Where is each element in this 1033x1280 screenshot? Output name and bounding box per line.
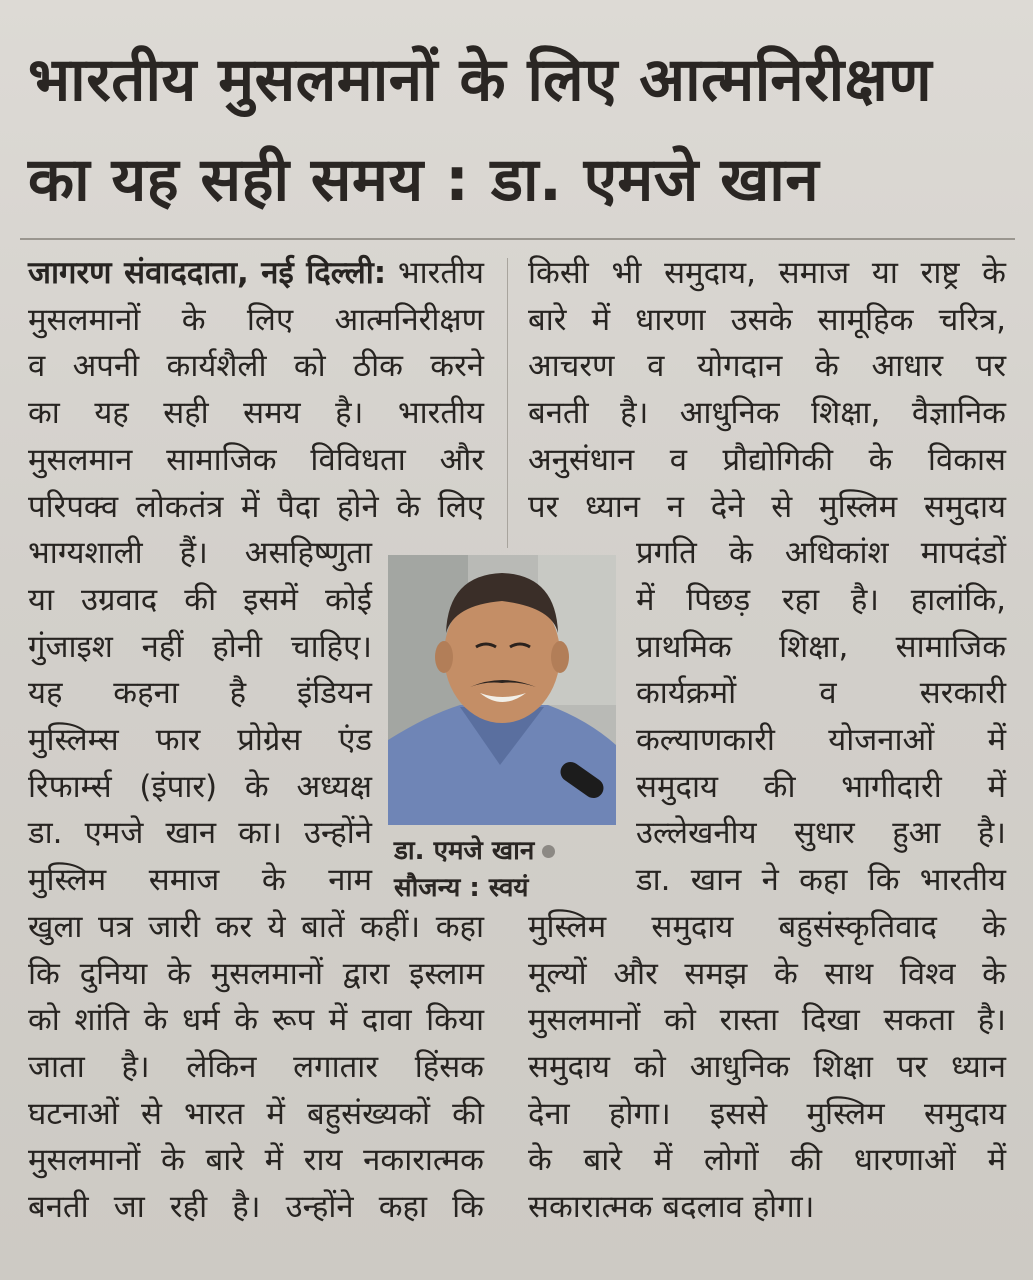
- headline-line-1: भारतीय मुसलमानों के लिए आत्मनिरीक्षण: [28, 45, 933, 115]
- article-line: मुसलमानों को रास्ता दिखा सकता है।: [528, 1002, 1006, 1038]
- article-line: डा. खान ने कहा कि भारतीय: [636, 862, 1006, 898]
- article-line: कि दुनिया के मुसलमानों द्वारा इस्लाम: [28, 956, 484, 992]
- article-line: घटनाओं से भारत में बहुसंख्यकों की: [28, 1096, 484, 1132]
- article-line: कार्यक्रमों व सरकारी: [636, 675, 1006, 711]
- article-line: जाता है। लेकिन लगातार हिंसक: [28, 1049, 484, 1085]
- article-line: बनती जा रही है। उन्होंने कहा कि: [28, 1189, 484, 1225]
- article-line: कल्याणकारी योजनाओं में: [636, 722, 1006, 758]
- article-line: भाग्यशाली हैं। असहिष्णुता: [28, 535, 372, 571]
- article-line: प्राथमिक शिक्षा, सामाजिक: [636, 629, 1006, 665]
- article-line: देना होगा। इससे मुस्लिम समुदाय: [528, 1096, 1006, 1132]
- article-line: डा. एमजे खान का। उन्होंने: [28, 815, 372, 851]
- article-line: सकारात्मक बदलाव होगा।: [528, 1189, 815, 1225]
- article-line: परिपक्व लोकतंत्र में पैदा होने के लिए: [28, 489, 484, 525]
- article-line: के बारे में लोगों की धारणाओं में: [528, 1142, 1006, 1178]
- article-line: मुसलमानों के लिए आत्मनिरीक्षण: [28, 302, 484, 338]
- article-line: बारे में धारणा उसके सामूहिक चरित्र,: [528, 302, 1006, 338]
- article-line: मुस्लिम समुदाय बहुसंस्कृतिवाद के: [528, 909, 1006, 945]
- article-line: प्रगति के अधिकांश मापदंडों: [636, 535, 1006, 571]
- article-line: समुदाय को आधुनिक शिक्षा पर ध्यान: [528, 1049, 1006, 1085]
- article-line: किसी भी समुदाय, समाज या राष्ट्र के: [528, 255, 1006, 291]
- article-line: आचरण व योगदान के आधार पर: [528, 348, 1006, 384]
- article-line: खुला पत्र जारी कर ये बातें कहीं। कहा: [28, 909, 484, 945]
- article-line: गुंजाइश नहीं होनी चाहिए।: [28, 629, 372, 665]
- article-line: उल्लेखनीय सुधार हुआ है।: [636, 815, 1006, 851]
- bullet-dot-icon: [542, 845, 555, 858]
- article-line: को शांति के धर्म के रूप में दावा किया: [28, 1002, 484, 1038]
- article-line: पर ध्यान न देने से मुस्लिम समुदाय: [528, 489, 1006, 525]
- article-line: मूल्यों और समझ के साथ विश्व के: [528, 956, 1006, 992]
- caption-name-text: डा. एमजे खान: [394, 836, 535, 866]
- headline-rule: [20, 238, 1015, 240]
- article-line: रिफार्म्स (इंपार) के अध्यक्ष: [28, 769, 372, 805]
- article-line: मुसलमान सामाजिक विविधता और: [28, 442, 484, 478]
- article-line: बनती है। आधुनिक शिक्षा, वैज्ञानिक: [528, 395, 1006, 431]
- article-line: अनुसंधान व प्रौद्योगिकी के विकास: [528, 442, 1006, 478]
- article-line: मुस्लिम समाज के नाम: [28, 862, 372, 898]
- article-line: मुसलमानों के बारे में राय नकारात्मक: [28, 1142, 484, 1178]
- article-line: का यह सही समय है। भारतीय: [28, 395, 484, 431]
- headline: [28, 30, 1008, 230]
- article-line: व अपनी कार्यशैली को ठीक करने: [28, 348, 484, 384]
- article-line: या उग्रवाद की इसमें कोई: [28, 582, 372, 618]
- column-rule: [507, 258, 508, 548]
- article-line: समुदाय की भागीदारी में: [636, 769, 1006, 805]
- photo-caption-credit: सौजन्य : स्वयं: [394, 873, 529, 903]
- headline-line-2: का यह सही समय : डा. एमजे खान: [28, 145, 820, 215]
- portrait-image: [388, 555, 616, 825]
- article-line: यह कहना है इंडियन: [28, 675, 372, 711]
- dateline: जागरण संवाददाता, नई दिल्ली:: [28, 255, 387, 291]
- portrait-photo: [388, 555, 616, 825]
- photo-caption-name: [394, 833, 555, 869]
- article-line: मुस्लिम्स फार प्रोग्रेस एंड: [28, 722, 372, 758]
- article-first-line: [28, 250, 484, 296]
- first-line-text: भारतीय: [397, 255, 484, 291]
- article-line: में पिछड़ रहा है। हालांकि,: [636, 582, 1006, 618]
